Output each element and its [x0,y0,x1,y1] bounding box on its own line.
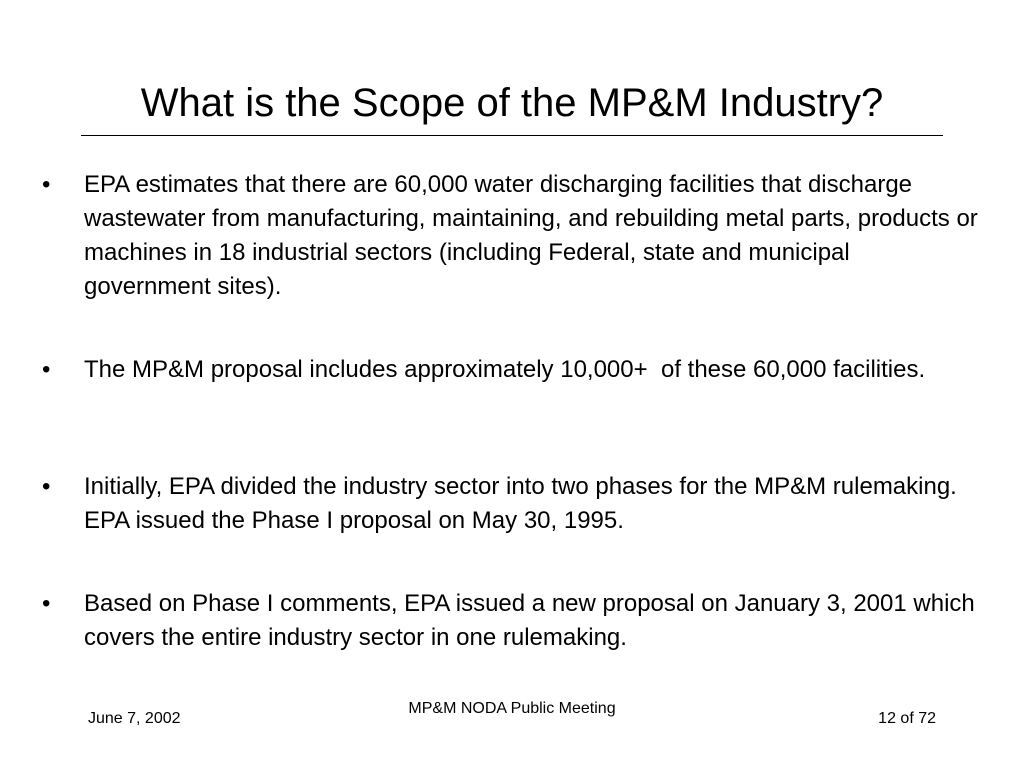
bullet-marker: • [42,590,51,617]
title-divider [81,135,943,136]
bullet-text: Based on Phase I comments, EPA issued a new proposal on January 3, 2001 which covers the entire industry sector in one rulemaking. [84,590,975,651]
footer-meeting-title: MP&M NODA Public Meeting [408,700,616,717]
bullet-text: Initially, EPA divided the industry sector into two phases for the MP&M rulemaking. EPA issued the Phase I proposal on May 30, 1995. [84,473,957,534]
slide-title: What is the Scope of the MP&M Industry? [140,81,884,125]
bullet-marker: • [42,473,51,500]
footer-page-number: 12 of 72 [878,710,936,727]
footer-date: June 7, 2002 [88,710,181,727]
bullet-marker: • [42,171,51,198]
bullet-text: The MP&M proposal includes approximately 10,000+ of these 60,000 facilities. [84,356,926,383]
bullet-text: EPA estimates that there are 60,000 water discharging facilities that discharge wastewater from manufacturing, maintaining, and rebuilding metal parts, products or machines in 18 industrial sectors (including Federal, state and municipal government sites). [84,171,978,300]
bullet-marker: • [42,356,51,383]
